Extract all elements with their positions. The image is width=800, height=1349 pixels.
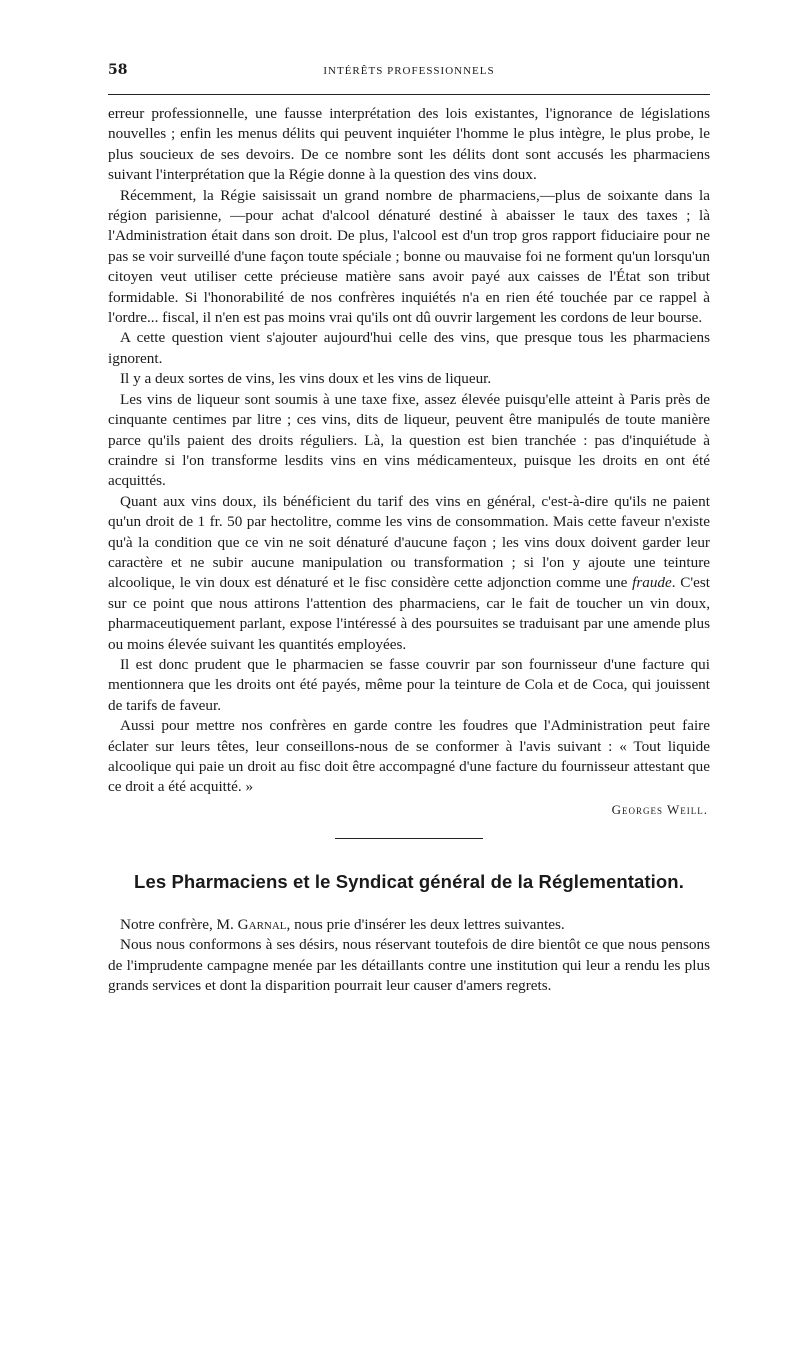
- paragraph-text: . C'est sur ce point que nous attirons l'attention des pharmaciens, car le fait de toucher un vin doux, pharmaceutiquement parlant, expose l'intéressé à des poursuites se traduisant par une amende plus ou moins élevée suivant les quantités employées.: [108, 574, 710, 653]
- page-header: [108, 58, 710, 86]
- emphasis-word: fraude: [632, 574, 672, 592]
- paragraph: A cette question vient s'ajouter aujourd'hui celle des vins, que presque tous les pharmaciens ignorent.: [108, 329, 710, 367]
- page: [108, 58, 710, 996]
- paragraph: Aussi pour mettre nos confrères en garde contre les foudres que l'Administration peut faire éclater sur leurs têtes, leur conseillons-nous de se conformer à l'avis suivant : « Tout liquide alcoolique qui paie un droit au fisc doit être accompagné d'une facture du fournisseur attestant que ce droit a été acquitté. »: [108, 717, 710, 796]
- section-divider: [335, 838, 483, 839]
- paragraph: [108, 492, 710, 655]
- paragraph-text: Notre confrère, M.: [120, 915, 238, 933]
- running-title: INTÉRÊTS PROFESSIONNELS: [323, 65, 495, 77]
- paragraph: erreur professionnelle, une fausse interprétation des lois existantes, l'ignorance de législations nouvelles ; enfin les menus délits qui peuvent inquiéter l'homme le plus intègre, le plus probe, le plus soucieux de ses devoirs. De ce nombre sont les délits dont sont accusés les pharmaciens suivant l'interprétation que la Régie donne à la question des vins doux.: [108, 105, 710, 184]
- author-signature: Georges Weill.: [611, 801, 708, 817]
- section-body: [108, 915, 710, 997]
- section-title: Les Pharmaciens et le Syndicat général de la Réglementation.: [134, 870, 684, 892]
- paragraph: Les vins de liqueur sont soumis à une taxe fixe, assez élevée puisqu'elle atteint à Paris près de cinquante centimes par litre ; ces vins, dits de liqueur, peuvent être manipulés de toute manière parce qu'ils paient des droits réguliers. Là, la question est bien tranchée : pas d'inquiétude à craindre si l'on transforme lesdits vins en vins médicamenteux, puisque les droits en ont été acquittés.: [108, 390, 710, 490]
- paragraph: Il est donc prudent que le pharmacien se fasse couvrir par son fournisseur d'une facture qui mentionnera que les droits ont été payés, même pour la teinture de Cola et de Coca, qui jouissent de tarifs de faveur.: [108, 655, 710, 714]
- paragraph-text: Quant aux vins doux, ils bénéficient du tarif des vins en général, c'est-à-dire qu'ils ne paient qu'un droit de 1 fr. 50 par hectolitre, comme les vins de consommation. Mais cette faveur n'existe qu'à la condition que ce vin ne soit dénaturé d'aucune façon ; les vins doux doivent garder leur caractère et ne subir aucune manipulation ou transformation ; si l'on y ajoute une teinture alcoolique, le vin doux est dénaturé et le fisc considère cette adjonction comme une: [108, 492, 710, 592]
- paragraph: Nous nous conformons à ses désirs, nous réservant toutefois de dire bientôt ce que nous pensons de l'imprudente campagne menée par les détaillants contre une institution qui leur a rendu les plus grands services et dont la disparition pourrait leur causer d'amers regrets.: [108, 936, 710, 995]
- paragraph: Récemment, la Régie saisissait un grand nombre de pharmaciens,—plus de soixante dans la région parisienne, —pour achat d'alcool dénaturé destiné à abaisser le taux des taxes ; là l'Administration était dans son droit. De plus, l'alcool est d'un trop gros rapport fiduciaire pour ne pas se voir surveillé d'une façon toute spéciale ; bonne ou mauvaise foi ne forment qu'un lorsqu'un citoyen veut utiliser cette précieuse matière sans avoir payé aux caisses de l'État son tribut formidable. Si l'honorabilité de nos confrères inquiétés n'a en rien été touchée par ce rappel à l'ordre... fiscal, il n'en est pas moins vrai qu'ils ont dû ouvrir largement les cordons de leur bourse.: [108, 186, 710, 327]
- page-number: 58: [108, 62, 128, 78]
- paragraph: [108, 915, 710, 935]
- person-name: Garnal: [237, 915, 287, 933]
- paragraph-text: , nous prie d'insérer les deux lettres suivantes.: [286, 915, 565, 933]
- paragraph: Il y a deux sortes de vins, les vins doux et les vins de liqueur.: [120, 370, 492, 388]
- article-body: [108, 104, 710, 798]
- header-rule: [108, 94, 710, 95]
